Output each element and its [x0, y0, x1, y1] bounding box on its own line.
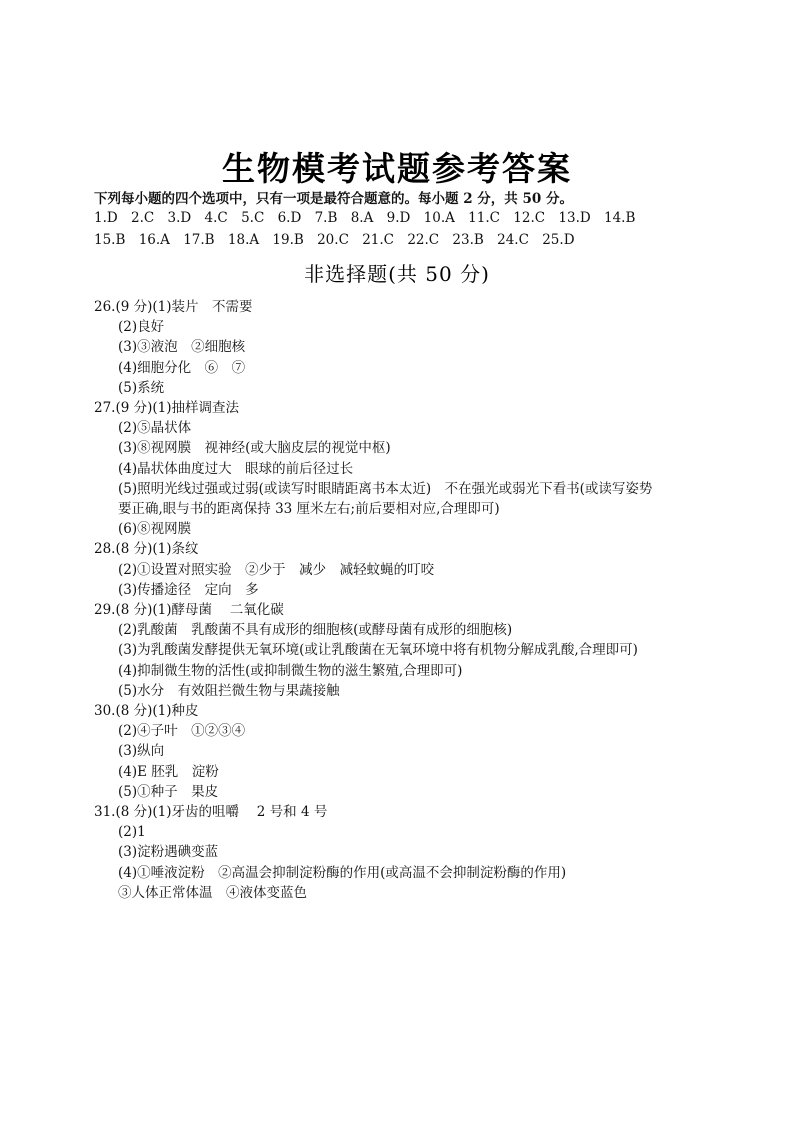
mc-answer: 1.D: [94, 210, 118, 226]
sub-answer: (2)良好: [118, 319, 165, 336]
mc-answer: 17.B: [183, 232, 215, 248]
page-title: 生物模考试题参考答案: [222, 149, 572, 188]
mc-answer: 6.D: [277, 210, 302, 226]
mc-answer: 12.C: [513, 210, 546, 226]
mc-answer: 10.A: [423, 210, 455, 226]
sub-answer: (2)①设置对照实验 ②少于 减少 减轻蚊蝇的叮咬: [118, 561, 435, 578]
mc-answer: 14.B: [603, 210, 636, 226]
sub-answer: (4)细胞分化 ⑥ ⑦: [118, 359, 246, 376]
mc-answer: 3.D: [167, 210, 192, 226]
mc-answer: 20.C: [317, 232, 349, 248]
sub-answer: (6)⑧视网膜: [118, 521, 192, 538]
mc-answer: 16.A: [138, 232, 170, 248]
mc-answer: 13.D: [558, 210, 591, 226]
sub-answer: (3)③液泡 ②细胞核: [118, 339, 246, 356]
sub-answer: (3)纵向: [118, 743, 165, 760]
mc-answer: 2.C: [131, 210, 155, 226]
sub-answer: (2)⑤晶状体: [118, 420, 192, 437]
mc-answer: 8.A: [350, 210, 374, 226]
sub-answer: (5)系统: [118, 379, 165, 396]
non-mc-answers: [94, 297, 734, 903]
mc-answer: 19.B: [272, 232, 304, 248]
sub-answer: (3)淀粉遇碘变蓝: [118, 844, 219, 861]
sub-answer: (4)抑制微生物的活性(或抑制微生物的滋生繁殖,合理即可): [118, 662, 463, 679]
mc-instruction: 下列每小题的四个选项中，只有一项是最符合题意的。每小题 2 分，共 50 分。: [94, 191, 573, 207]
question-27: [94, 398, 734, 539]
sub-answer: (4)①唾液淀粉 ②高温会抑制淀粉酶的作用(或高温不会抑制淀粉酶的作用): [118, 864, 567, 881]
sub-answer-continued: 要正确,眼与书的距离保持 33 厘米左右;前后要相对应,合理即可): [118, 501, 500, 518]
mc-answer: 4.C: [204, 210, 228, 226]
question-29: [94, 600, 734, 701]
mc-answer: 21.C: [362, 232, 395, 248]
question-26: [94, 297, 734, 398]
question-28: [94, 539, 734, 600]
question-head: 31.(8 分)(1)牙齿的咀嚼 2 号和 4 号: [94, 804, 328, 821]
mc-answers-row-1: [94, 210, 644, 226]
question-head: 29.(8 分)(1)酵母菌 二氧化碳: [94, 602, 284, 619]
sub-answer: (5)水分 有效阻拦微生物与果蔬接触: [118, 682, 340, 699]
sub-answer-continued: ③人体正常体温 ④液体变蓝色: [118, 884, 307, 901]
mc-answer: 7.B: [314, 210, 338, 226]
sub-answer: (2)④子叶 ①②③④: [118, 723, 246, 740]
question-31: [94, 802, 734, 903]
mc-answer: 23.B: [452, 232, 484, 248]
question-head: 30.(8 分)(1)种皮: [94, 703, 199, 720]
question-head: 26.(9 分)(1)装片 不需要: [94, 299, 253, 315]
mc-answer: 9.D: [386, 210, 411, 226]
mc-answer: 15.B: [94, 232, 126, 248]
question-head: 28.(8 分)(1)条纹: [94, 541, 199, 558]
section-title-non-mc: 非选择题(共 50 分): [304, 262, 490, 286]
question-head: 27.(9 分)(1)抽样调查法: [94, 400, 240, 417]
mc-answer: 11.C: [468, 210, 500, 226]
mc-answer: 18.A: [227, 232, 260, 248]
mc-answer: 5.C: [241, 210, 265, 226]
mc-answer: 25.D: [542, 232, 575, 248]
mc-answer: 24.C: [497, 232, 529, 248]
sub-answer: (2)1: [118, 824, 146, 841]
sub-answer: (5)①种子 果皮: [118, 783, 219, 800]
sub-answer: (4)晶状体曲度过大 眼球的前后径过长: [118, 460, 354, 477]
question-30: [94, 701, 734, 802]
sub-answer: (4)E 胚乳 淀粉: [118, 763, 219, 780]
sub-answer: (5)照明光线过强或过弱(或读写时眼睛距离书本太近) 不在强光或弱光下看书(或读写姿势: [118, 480, 653, 497]
sub-answer: (3)传播途径 定向 多: [118, 581, 259, 598]
mc-answer: 22.C: [407, 232, 440, 248]
sub-answer: (3)⑧视网膜 视神经(或大脑皮层的视觉中枢): [118, 440, 391, 457]
sub-answer: (2)乳酸菌 乳酸菌不具有成形的细胞核(或酵母菌有成形的细胞核): [118, 622, 513, 639]
sub-answer: (3)为乳酸菌发酵提供无氧环境(或让乳酸菌在无氧环境中将有机物分解成乳酸,合理即可): [118, 642, 638, 659]
mc-answers-row-2: [94, 232, 584, 248]
